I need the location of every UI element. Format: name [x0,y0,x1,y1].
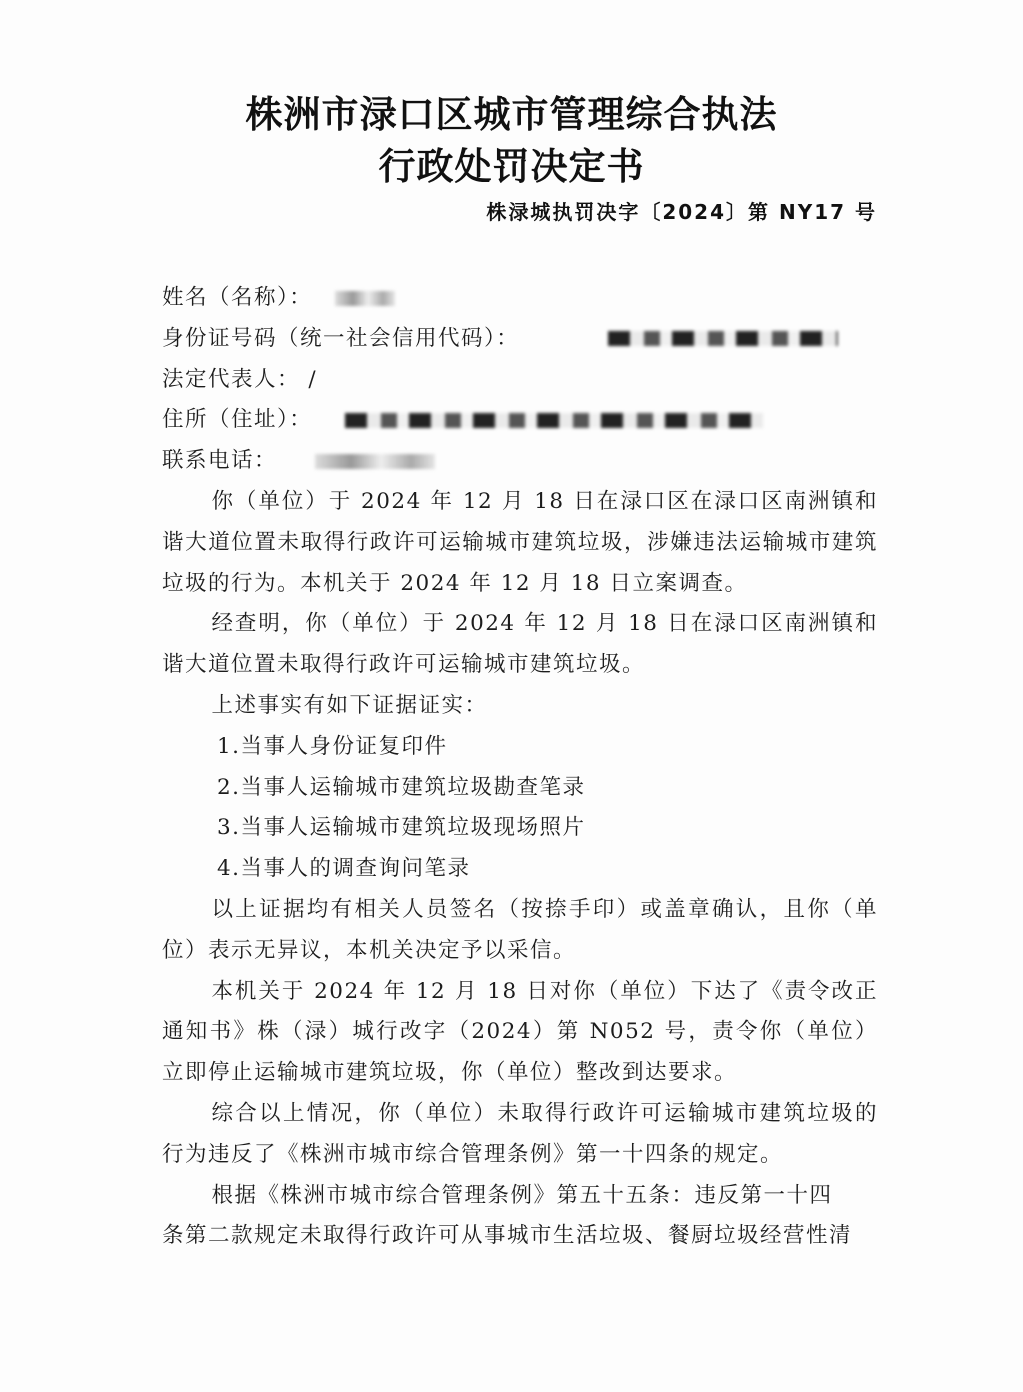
id-field [162,319,878,360]
document-number: 株渌城执罚决字〔2024〕第 NY17 号 [486,200,877,224]
paragraph-rectification-notice: 本机关于 2024 年 12 月 18 日对你（单位）下达了《责令改正通知书》株（渌）城行改字（2024）第 N052 号，责令你（单位）立即停止运输城市建筑垃圾，你（单位）整改到达要求。 [162,978,878,1086]
evidence-item: 4.当事人的调查询问笔录 [217,856,471,882]
paragraph-evidence-acceptance: 以上证据均有相关人员签名（按捺手印）或盖章确认，且你（单位）表示无异议，本机关决定予以采信。 [162,896,878,963]
redacted-id [608,331,838,346]
evidence-item: 1.当事人身份证复印件 [217,733,448,759]
legal-rep-label: 法定代表人： [162,366,301,392]
paragraph-legal-basis-line1: 根据《株洲市城市综合管理条例》第五十五条：违反第一十四 [211,1182,833,1208]
legal-rep-field [162,360,878,401]
paragraph-case-filing: 你（单位）于 2024 年 12 月 18 日在渌口区在渌口区南洲镇和谐大道位置未取得行政许可运输城市建筑垃圾，涉嫌违法运输城市建筑垃圾的行为。本机关于 2024 年 12 月 18 日立案调查。 [162,488,878,596]
paragraph-legal-basis-line2: 条第二款规定未取得行政许可从事城市生活垃圾、餐厨垃圾经营性清 [162,1223,853,1249]
name-field [162,278,878,319]
legal-rep-value: / [308,366,318,392]
document-title-line1: 株洲市渌口区城市管理综合执法 [245,93,778,136]
id-label: 身份证号码（统一社会信用代码）： [162,325,520,351]
paragraph-evidence-intro: 上述事实有如下证据证实： [211,692,488,718]
address-label: 住所（住址）： [162,407,313,433]
phone-label: 联系电话： [162,448,278,474]
redacted-name [335,291,395,306]
paragraph-violation: 综合以上情况，你（单位）未取得行政许可运输城市建筑垃圾的行为违反了《株洲市城市综合管理条例》第一十四条的规定。 [162,1100,878,1167]
name-label: 姓名（名称）： [162,285,313,310]
evidence-item: 3.当事人运输城市建筑垃圾现场照片 [217,815,586,841]
address-field [162,400,878,441]
document-title-line2: 行政处罚决定书 [378,145,645,188]
document-body [162,278,878,1257]
redacted-phone [315,454,435,469]
evidence-item: 2.当事人运输城市建筑垃圾勘查笔录 [217,774,586,800]
paragraph-findings: 经查明，你（单位）于 2024 年 12 月 18 日在渌口区南洲镇和谐大道位置未取得行政许可运输城市建筑垃圾。 [162,611,878,678]
phone-field [162,441,878,482]
redacted-address [345,413,763,428]
